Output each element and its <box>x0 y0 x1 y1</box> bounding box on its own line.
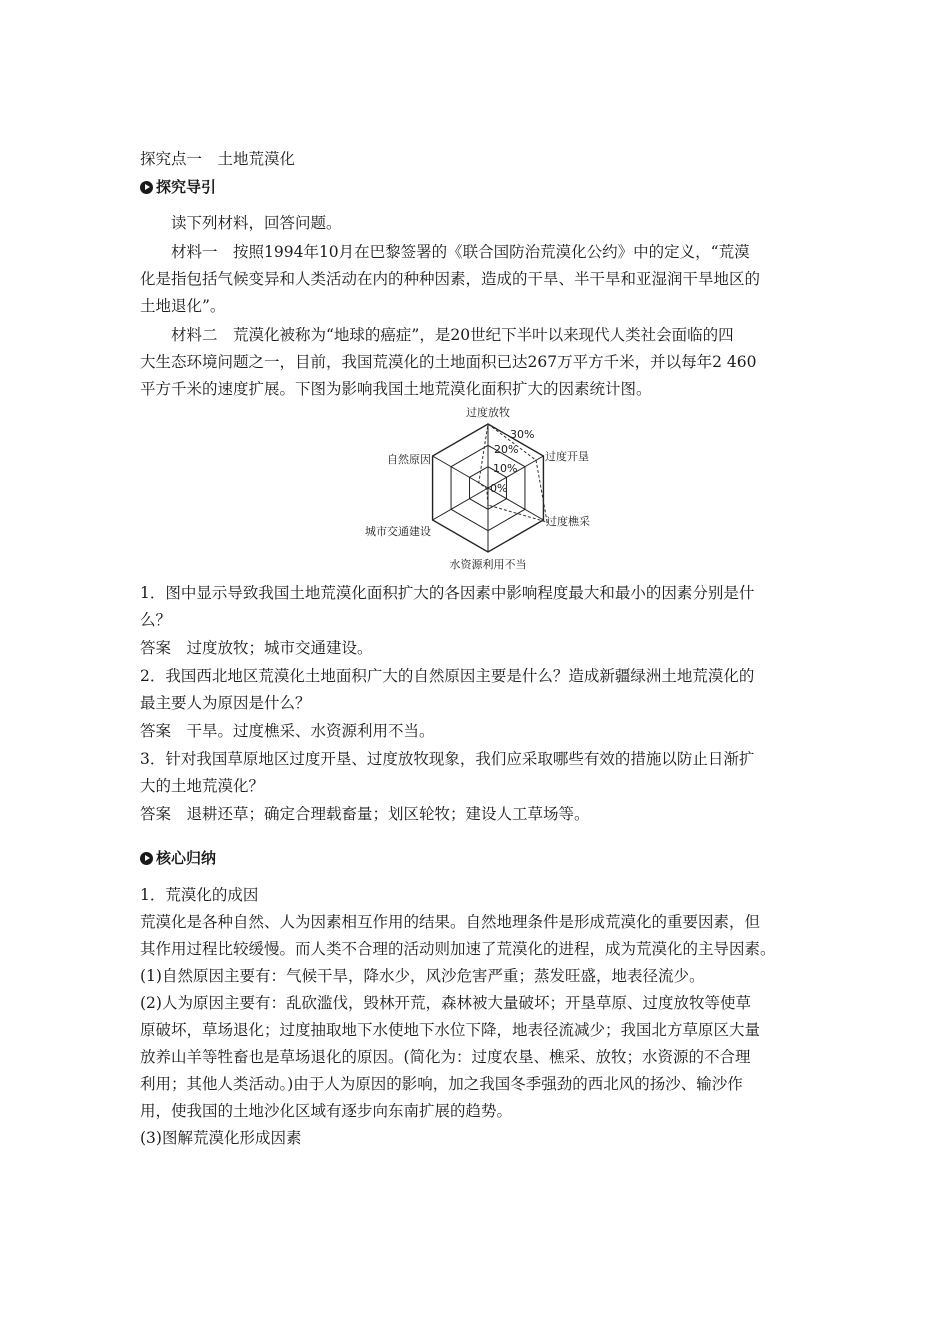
play-circle-icon <box>140 181 153 194</box>
radar-ring-label: 20% <box>494 443 519 456</box>
core-para-line2: 其作用过程比较缓慢。而人类不合理的活动则加速了荒漠化的进程，成为荒漠化的主导因素。 <box>140 940 776 958</box>
radar-axis-label: 过度樵采 <box>546 515 590 528</box>
question2-line2: 最主要人为原因是什么？ <box>140 694 311 712</box>
guide-heading <box>140 176 216 198</box>
material1-line2: 化是指包括气候变异和人类活动在内的种种因素，造成的干旱、半干旱和亚湿润干旱地区的 <box>140 270 761 288</box>
question1-line1: 1．图中显示导致我国土地荒漠化面积扩大的各因素中影响程度最大和最小的因素分别是什 <box>140 584 755 602</box>
material2-line2: 大生态环境问题之一，目前，我国荒漠化的土地面积已达267万平方千米，并以每年2 460 <box>140 353 757 371</box>
radar-axis-label: 过度开垦 <box>545 450 589 463</box>
material1-line3: 土地退化”。 <box>140 297 226 315</box>
radar-axis-label: 自然原因 <box>387 453 431 466</box>
question2-answer: 答案 干旱。过度樵采、水资源利用不当。 <box>140 722 435 740</box>
radar-ring-label: 30% <box>510 428 535 441</box>
radar-axis-label: 城市交通建设 <box>365 525 431 538</box>
material2-line1: 材料二 荒漠化被称为“地球的癌症”，是20世纪下半叶以来现代人类社会面临的四 <box>171 326 734 344</box>
core-heading <box>140 847 216 869</box>
diagram-caption: (3)图解荒漠化形成因素 <box>140 1129 302 1147</box>
question3-line1: 3．针对我国草原地区过度开垦、过度放牧现象，我们应采取哪些有效的措施以防止日渐扩 <box>140 750 755 768</box>
radar-chart <box>340 400 610 570</box>
radar-data-point <box>535 459 537 461</box>
radar-data-point <box>478 482 480 484</box>
radar-data-point <box>486 488 488 490</box>
guide-heading-label: 探究导引 <box>156 178 217 196</box>
intro-text: 读下列材料，回答问题。 <box>171 214 342 232</box>
radar-ring-label: 10% <box>493 462 518 475</box>
radar-data-point <box>487 423 489 425</box>
question1-line2: 么？ <box>140 611 172 629</box>
radar-chart-svg <box>340 400 610 570</box>
human-causes-line1: (2)人为原因主要有：乱砍滥伐，毁林开荒，森林被大量破坏；开垦草原、过度放牧等使草 <box>140 994 751 1012</box>
core-heading-label: 核心归纳 <box>156 849 217 867</box>
material2-line3: 平方千米的速度扩展。下图为影响我国土地荒漠化面积扩大的因素统计图。 <box>140 380 652 398</box>
natural-causes: (1)自然原因主要有：气候干旱，降水少，风沙危害严重；蒸发旺盛，地表径流少。 <box>140 967 705 985</box>
radar-data-point <box>487 504 489 506</box>
core-para-line1: 荒漠化是各种自然、人为因素相互作用的结果。自然地理条件是形成荒漠化的重要因素，但 <box>140 913 761 931</box>
radar-axis-label: 过度放牧 <box>466 406 510 419</box>
material1-line1: 材料一 按照1994年10月在巴黎签署的《联合国防治荒漠化公约》中的定义，“荒漠 <box>171 243 750 261</box>
radar-axis-label: 水资源利用不当 <box>449 558 527 570</box>
human-causes-line2: 原破坏，草场退化；过度抽取地下水使地下水位下降，地表径流减少；我国北方草原区大量 <box>140 1021 761 1039</box>
question3-line2: 大的土地荒漠化？ <box>140 777 265 795</box>
play-circle-icon <box>140 852 153 865</box>
human-causes-line5: 用，使我国的土地沙化区域有逐步向东南扩展的趋势。 <box>140 1102 513 1120</box>
radar-ring-label: 0% <box>490 482 508 495</box>
core-title-1: 1．荒漠化的成因 <box>140 886 259 904</box>
human-causes-line3: 放养山羊等牲畜也是草场退化的原因。(简化为：过度农垦、樵采、放牧；水资源的不合理 <box>140 1048 751 1066</box>
section-title: 探究点一 土地荒漠化 <box>140 150 296 168</box>
question1-answer: 答案 过度放牧；城市交通建设。 <box>140 639 373 657</box>
human-causes-line4: 利用；其他人类活动。)由于人为原因的影响，加之我国冬季强劲的西北风的扬沙、输沙作 <box>140 1075 743 1093</box>
question2-line1: 2．我国西北地区荒漠化土地面积广大的自然原因主要是什么？造成新疆绿洲土地荒漠化的 <box>140 667 755 685</box>
question3-answer: 答案 退耕还草；确定合理载畜量；划区轮牧；建设人工草场等。 <box>140 805 590 823</box>
